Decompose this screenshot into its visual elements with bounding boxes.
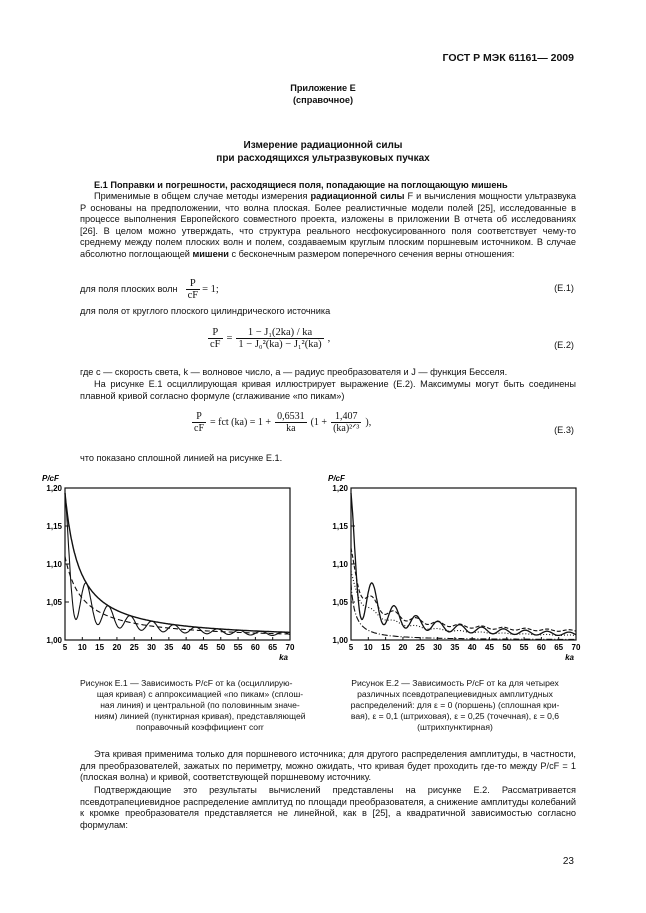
equation-e1: для поля плоских волн $\frac{P}{cF}$ = 1; [80, 277, 219, 301]
x-tick-label: 30 [433, 643, 442, 652]
x-tick-label: 50 [216, 643, 226, 652]
equation-e2-label: (Е.2) [554, 340, 574, 350]
x-axis-label: ka [279, 653, 288, 662]
x-axis-label: ka [565, 653, 574, 662]
x-tick-label: 25 [415, 643, 425, 652]
figure-e2-chart [326, 470, 588, 670]
figure-e1-caption: Рисунок Е.1 — Зависимость P/cF от ka (осциллирую- щая кривая) с аппроксимацией «по пикам» (сплош- ная линия) и центральной (по половинным значе- ниям) линией (пунктирная кривая), представляющей поправочный коэффициент corr [80, 678, 306, 732]
x-tick-label: 20 [112, 643, 122, 652]
y-tick-label: 1,05 [46, 598, 62, 607]
x-tick-label: 40 [181, 643, 191, 652]
appendix-subtitle: (справочное) [292, 95, 353, 105]
x-tick-label: 50 [502, 643, 512, 652]
plot-frame [65, 488, 290, 640]
x-tick-label: 55 [233, 643, 243, 652]
x-tick-label: 10 [77, 643, 87, 652]
paragraph-2: где c — скорость света, k — волновое число, a — радиус преобразователя и J — функция Бесселя. [80, 367, 508, 377]
y-tick-label: 1,15 [46, 522, 62, 531]
equation-e3-label: (Е.3) [554, 425, 574, 435]
figure-e2-caption: Рисунок Е.2 — Зависимость P/cF от ka для четырех различных псевдотрапециевидных амплитудных распределений: для ε = 0 (поршень) (сплошная кри- вая), ε = 0,1 (штриховая), ε = 0,25 (точечная), ε = 0,6 (штрихпунктирная) [350, 678, 560, 732]
y-tick-label: 1,00 [46, 636, 62, 645]
y-tick-label: 1,15 [332, 522, 348, 531]
figure-e1-chart [40, 470, 302, 670]
paragraph-1: Применимые в общем случае методы измерения радиационной силы F и вычисления мощности ультразвука P основаны на предположении, что волна плоская. Более реалистичные модели полей [25], исследованные в процессе выполнения Европейского совместного проекта, изложены в приложении В отчета об исследованиях [26]. В целом можно утверждать, что структура реального несфокусированного поля соответствует чему-то среднему между полем плоских волн и полем, создаваемым круглым плоским поршневым источником. В случае абсолютно поглощающей мишени с бесконечным размером поперечного сечения верны отношения: [80, 191, 577, 259]
y-tick-label: 1,00 [332, 636, 348, 645]
x-tick-label: 70 [285, 643, 295, 652]
x-tick-label: 35 [450, 643, 460, 652]
equation-e1-label: (Е.1) [554, 283, 574, 293]
paragraph-4: что показано сплошной линией на рисунке Е.1. [80, 453, 283, 463]
x-tick-label: 35 [164, 643, 174, 652]
oscillating-curve [65, 493, 290, 635]
y-tick-label: 1,10 [332, 560, 348, 569]
x-tick-label: 65 [268, 643, 278, 652]
appendix-title: Приложение Е [290, 83, 356, 93]
y-axis-label: P/cF [328, 474, 345, 483]
x-tick-label: 30 [147, 643, 156, 652]
equation-e2: $\frac{P}{cF}$ = $\frac{\text{1 − J₁(2ka) / ka}}{\text{1 − J₀²(ka) − J₁²(ka)}}$ , [210, 327, 331, 350]
center-dashed-curve [65, 556, 290, 634]
x-tick-label: 15 [381, 643, 391, 652]
x-tick-label: 60 [536, 643, 546, 652]
x-tick-label: 70 [571, 643, 581, 652]
curve-eps-0.1-dashed [351, 548, 576, 631]
x-tick-label: 20 [398, 643, 408, 652]
heading-line2: при расходящихся ультразвуковых пучках [216, 153, 430, 164]
x-tick-label: 45 [485, 643, 494, 652]
x-tick-label: 25 [129, 643, 139, 652]
y-tick-label: 1,05 [332, 598, 348, 607]
x-tick-label: 10 [363, 643, 373, 652]
heading-line1: Измерение радиационной силы [243, 140, 403, 151]
x-tick-label: 60 [250, 643, 260, 652]
x-tick-label: 45 [199, 643, 208, 652]
section-title: Е.1 Поправки и погрешности, расходящиеся поля, попадающие на поглощающую мишень [94, 180, 508, 190]
y-tick-label: 1,20 [332, 484, 348, 493]
paragraph-5: Эта кривая применима только для поршневого источника; для другого распределения амплитуды, в частности, для преобразователей, зажатых по периметру, можно ожидать, что кривая будет проходить где-то между P/cF = 1 (плоская волна) и кривой, соответствующей поршневому источнику. [80, 749, 576, 783]
y-tick-label: 1,20 [46, 484, 62, 493]
x-tick-label: 55 [519, 643, 529, 652]
equation-e2-prefix: для поля от круглого плоского цилиндрического источника [80, 306, 331, 316]
page-number: 23 [562, 856, 574, 867]
y-axis-label: P/cF [42, 474, 59, 483]
x-tick-label: 15 [95, 643, 105, 652]
paragraph-6: Подтверждающие это результаты вычислений представлены на рисунке Е.2. Рассматривается псевдотрапециевидное распределение амплитуд по площади преобразователя, а снижение амплитуды колебаний к кромке преобразователя представляется не линейной, как в [25], а квадратичной зависимостью согласно формулам: [80, 785, 576, 830]
equation-e3: $\frac{P}{cF}$ = fct (ka) = 1 + $\frac{0,6531}{ka}$ (1 + $\frac{1,407}{\text{(ka)²ᐟ³}}$ ), [194, 411, 372, 434]
x-tick-label: 65 [554, 643, 564, 652]
x-tick-label: 5 [62, 643, 68, 652]
document-header: ГОСТ Р МЭК 61161— 2009 [442, 52, 574, 64]
x-tick-label: 5 [348, 643, 354, 652]
x-tick-label: 40 [467, 643, 477, 652]
plot-frame [351, 488, 576, 640]
paragraph-3: На рисунке Е.1 осциллирующая кривая иллюстрирует выражение (Е.2). Максимумы могут быть соединены плавной кривой согласно формуле (сглаживание «по пикам») [80, 379, 576, 401]
y-tick-label: 1,10 [46, 560, 62, 569]
